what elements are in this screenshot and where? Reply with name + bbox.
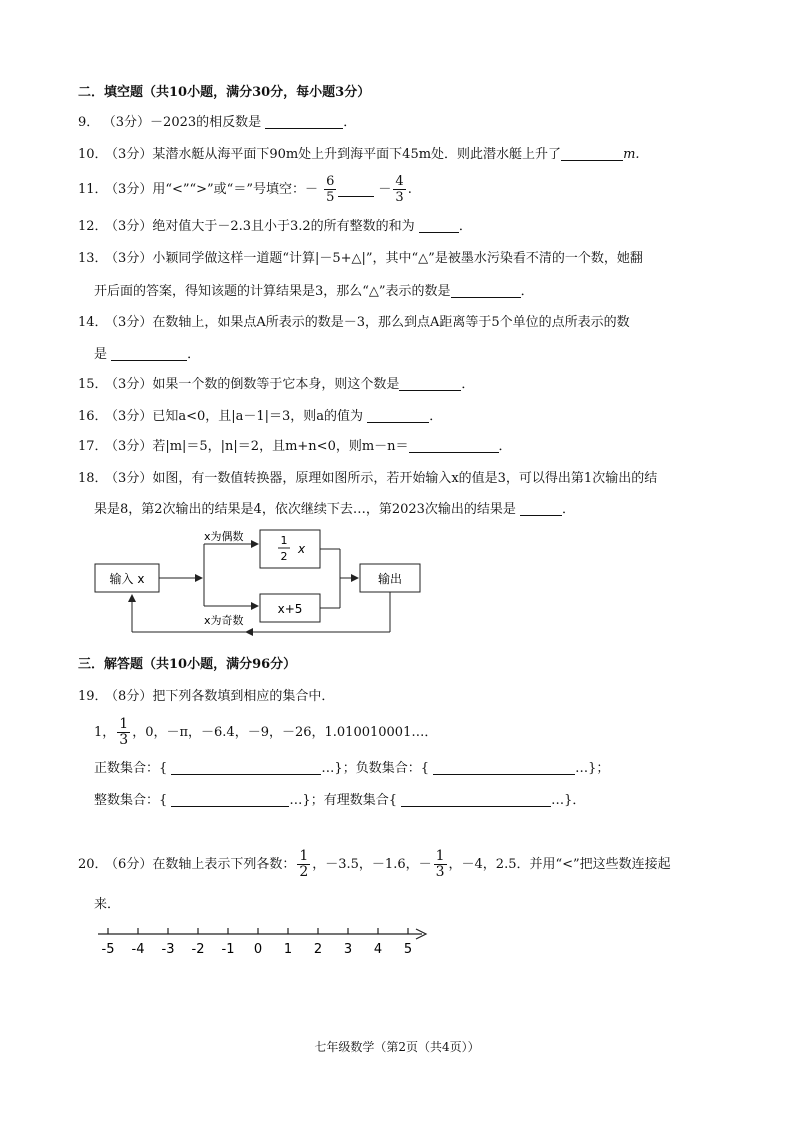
q14-answer-blank[interactable] xyxy=(111,346,187,361)
integer-set-end: …}；有理数集合{ xyxy=(289,793,397,808)
q12-end: ． xyxy=(458,219,472,234)
q10-number: 10． xyxy=(78,147,108,162)
half-numerator: 1 xyxy=(280,534,288,547)
question-14-line-2 xyxy=(94,346,200,364)
odd-label: x为奇数 xyxy=(204,614,244,627)
positive-set-end: …}；负数集合：{ xyxy=(321,761,429,776)
number-line-tick-label: -3 xyxy=(161,942,175,957)
q15-number: 15． xyxy=(78,377,108,392)
q16-end: ． xyxy=(429,409,443,424)
plus5-label: x+5 xyxy=(277,602,303,616)
q17-number: 17． xyxy=(78,439,108,454)
q19-number-list xyxy=(94,716,437,750)
q19-number: 19． xyxy=(78,689,108,704)
q11-fraction-2: $\frac{4}{3}$ xyxy=(395,174,404,205)
q13-end: ． xyxy=(520,284,534,299)
question-17 xyxy=(78,438,512,456)
question-10 xyxy=(78,146,640,164)
section2-title: 二．填空题（共10小题，满分30分，每小题3分） xyxy=(78,85,371,100)
q12-answer-blank[interactable] xyxy=(419,218,459,233)
q18-text-2: 果是8，第2次输出的结果是4，依次继续下去…，第2023次输出的结果是 xyxy=(94,502,516,517)
rational-set-end: …}． xyxy=(551,793,586,808)
q10-answer-blank[interactable] xyxy=(561,146,623,161)
q18-number: 18． xyxy=(78,471,108,486)
q11-number: 11． xyxy=(78,182,108,197)
q14-text-2: 是 xyxy=(94,347,108,362)
q11-fraction-1: $\frac{6}{5}$ xyxy=(326,174,335,205)
q9-answer-blank[interactable] xyxy=(265,114,343,129)
q16-answer-blank[interactable] xyxy=(367,408,429,423)
q15-text: （3分）如果一个数的倒数等于它本身，则这个数是 xyxy=(111,377,400,392)
q16-number: 16． xyxy=(78,409,108,424)
q14-number: 14． xyxy=(78,315,108,330)
integer-set-blank[interactable] xyxy=(171,792,289,807)
section3-title: 三．解答题（共10小题，满分96分） xyxy=(78,657,297,672)
half-denominator: 2 xyxy=(280,550,288,563)
question-15 xyxy=(78,376,474,394)
q13-text-2: 开后面的答案，得知该题的计算结果是3，那么“△”表示的数是 xyxy=(94,284,451,299)
q20-number: 20． xyxy=(78,857,108,872)
q15-end: ． xyxy=(461,377,475,392)
half-variable: x xyxy=(298,542,306,556)
positive-set-label: 正数集合：{ xyxy=(94,761,168,776)
number-line-tick-label: -1 xyxy=(221,942,235,957)
even-label: x为偶数 xyxy=(204,530,244,543)
question-12 xyxy=(78,218,472,236)
number-line-tick-label: 1 xyxy=(283,942,293,957)
number-line[interactable] xyxy=(96,926,430,960)
number-line-tick-label: 2 xyxy=(313,942,323,957)
question-11 xyxy=(78,174,412,206)
q19-text: （8分）把下列各数填到相应的集合中． xyxy=(111,689,335,704)
q17-answer-blank[interactable] xyxy=(409,438,499,453)
question-19 xyxy=(78,688,334,706)
question-20-line-2: 来． xyxy=(94,897,121,912)
q12-number: 12． xyxy=(78,219,108,234)
q11-minus: － xyxy=(378,182,392,197)
half-box xyxy=(260,530,320,568)
number-line-tick-label: 0 xyxy=(253,942,263,957)
positive-set-blank[interactable] xyxy=(171,760,321,775)
negative-set-blank[interactable] xyxy=(433,760,575,775)
q20-fraction-half: $\frac{1}{2}$ xyxy=(299,848,309,880)
q13-number: 13． xyxy=(78,251,108,266)
number-line-tick-label: 3 xyxy=(343,942,353,957)
q20-fraction-third: $\frac{1}{3}$ xyxy=(435,848,445,880)
q9-text: （3分）－2023的相反数是 xyxy=(109,115,262,130)
q11-end: . xyxy=(407,182,412,197)
q9-end: ． xyxy=(343,115,357,130)
q19-list-rest: ，0，－π，－6.4，－9，－26，1.010010001…． xyxy=(132,725,438,740)
negative-set-end: …}； xyxy=(575,761,610,776)
number-line-tick-label: 4 xyxy=(373,942,383,957)
number-line-tick-label: -4 xyxy=(131,942,145,957)
q13-answer-blank[interactable] xyxy=(451,283,521,298)
output-label: 输出 xyxy=(377,572,403,586)
question-9 xyxy=(78,114,356,132)
q19-list-start: 1， xyxy=(94,725,116,740)
q14-end: ． xyxy=(187,347,201,362)
input-label: 输入 x xyxy=(109,572,145,586)
q20-text-b: ，－3.5，－1.6，－ xyxy=(312,857,432,872)
number-converter-flowchart xyxy=(90,528,430,640)
q16-text: （3分）已知a<0，且|a－1|＝3，则a的值为 xyxy=(111,409,364,424)
q10-text: （3分）某潜水艇从海平面下90m处上升到海平面下45m处．则此潜水艇上升了 xyxy=(111,147,562,162)
q9-number: 9． xyxy=(78,115,100,130)
q18-text-1: （3分）如图，有一数值转换器，原理如图所示，若开始输入x的值是3，可以得出第1次输出的结 xyxy=(111,471,658,486)
question-13-line-2 xyxy=(94,283,534,301)
question-20-line-1 xyxy=(78,848,671,882)
rational-set-blank[interactable] xyxy=(401,792,551,807)
number-line-tick-label: 5 xyxy=(403,942,413,957)
q19-fraction: $\frac{1}{3}$ xyxy=(119,716,129,748)
integer-set-label: 整数集合：{ xyxy=(94,793,168,808)
number-line-tick-label: -5 xyxy=(101,942,115,957)
question-18-line-2 xyxy=(94,501,575,519)
q20-text-c: ，－4，2.5．并用“<”把这些数连接起 xyxy=(448,857,671,872)
q17-text: （3分）若|m|＝5，|n|＝2，且m+n<0，则m－n＝ xyxy=(111,439,409,454)
question-13-line-1 xyxy=(78,250,643,268)
q20-text-a: （6分）在数轴上表示下列各数： xyxy=(111,857,296,872)
q13-text-1: （3分）小颖同学做这样一道题“计算|－5+△|”，其中“△”是被墨水污染看不清的一个数，她翻 xyxy=(111,251,643,266)
q19-sets-row-2 xyxy=(94,792,585,810)
q10-end: m. xyxy=(623,147,640,162)
q17-end: ． xyxy=(498,439,512,454)
page-footer: 七年级数学（第2页（共4页）） xyxy=(314,1040,480,1054)
q18-end: ． xyxy=(562,502,576,517)
question-18-line-1 xyxy=(78,470,657,488)
question-16 xyxy=(78,408,442,426)
question-14-line-1 xyxy=(78,314,630,332)
q14-text-1: （3分）在数轴上，如果点A所表示的数是－3，那么到点A距离等于5个单位的点所表示的数 xyxy=(111,315,630,330)
q18-answer-blank[interactable] xyxy=(520,501,562,516)
q11-answer-blank[interactable] xyxy=(338,182,374,197)
q19-sets-row-1 xyxy=(94,760,609,778)
q12-text: （3分）绝对值大于－2.3且小于3.2的所有整数的和为 xyxy=(111,219,415,234)
q11-text: （3分）用“<”“>”或“＝”号填空：－ xyxy=(111,182,318,197)
q15-answer-blank[interactable] xyxy=(399,376,461,391)
number-line-tick-label: -2 xyxy=(191,942,205,957)
